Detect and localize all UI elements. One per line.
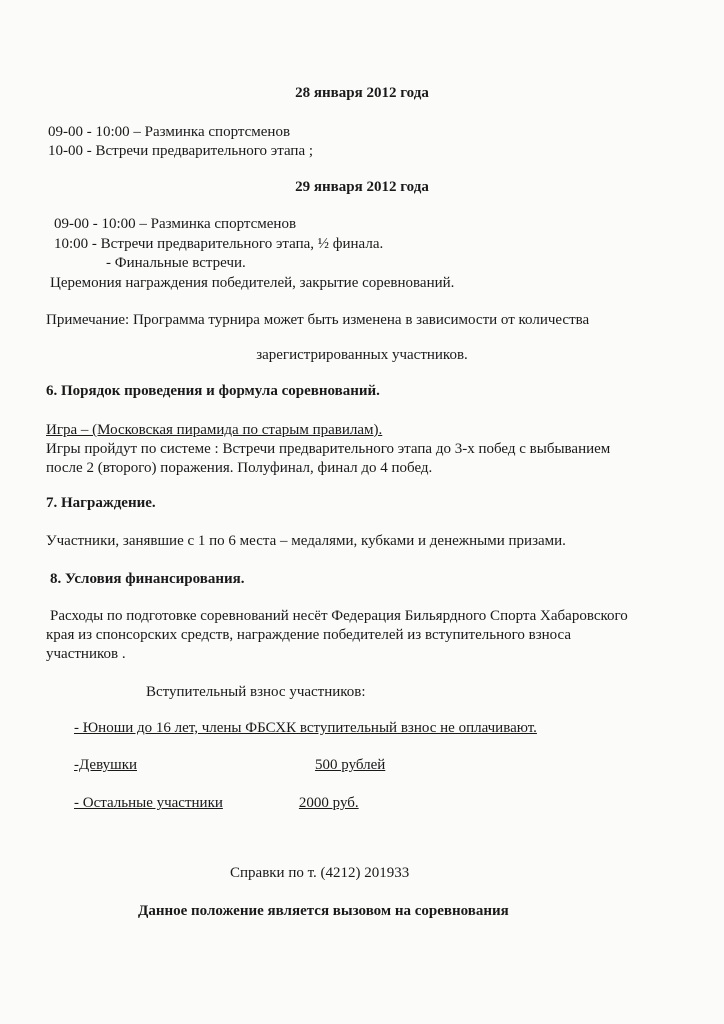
fee-girls-label: -Девушки bbox=[74, 757, 138, 773]
section8-line-3: участников . bbox=[46, 646, 126, 662]
section8-line-2: края из спонсорских средств, награждение победителей из вступительного взноса bbox=[46, 627, 572, 643]
section6-game: Игра – (Московская пирамида по старым правилам). bbox=[46, 422, 383, 438]
section7-text: Участники, занявшие с 1 по 6 места – медалями, кубками и денежными призами. bbox=[46, 533, 566, 549]
fee-youth: - Юноши до 16 лет, члены ФБСХК вступительный взнос не оплачивают. bbox=[74, 720, 537, 736]
day2-line-1: 09-00 - 10:00 – Разминка спортсменов bbox=[54, 216, 297, 232]
section6-line-1: Игры пройдут по системе : Встречи предварительного этапа до 3-х побед с выбыванием bbox=[46, 441, 611, 457]
fee-others-amount: 2000 руб. bbox=[298, 795, 359, 811]
fee-girls bbox=[74, 756, 385, 774]
fee-girls-amount: 500 рублей bbox=[315, 757, 386, 773]
contact-phone: Справки по т. (4212) 201933 bbox=[230, 865, 410, 881]
section6-line-2: после 2 (второго) поражения. Полуфинал, финал до 4 побед. bbox=[46, 460, 433, 476]
section8-title: 8. Условия финансирования. bbox=[50, 571, 245, 587]
fee-others bbox=[74, 794, 359, 812]
fee-others-label: - Остальные участники bbox=[74, 795, 223, 811]
note-line-1: Примечание: Программа турнира может быть изменена в зависимости от количества bbox=[46, 312, 590, 328]
closing-statement: Данное положение является вызовом на соревнования bbox=[138, 903, 509, 919]
day1-line-1: 09-00 - 10:00 – Разминка спортсменов bbox=[48, 124, 291, 140]
day2-line-4: Церемония награждения победителей, закрытие соревнований. bbox=[50, 275, 455, 291]
fee-heading: Вступительный взнос участников: bbox=[146, 684, 366, 700]
day2-line-2: 10:00 - Встречи предварительного этапа, ½ финала. bbox=[54, 236, 384, 252]
day1-line-2: 10-00 - Встречи предварительного этапа ; bbox=[48, 143, 314, 159]
day1-heading: 28 января 2012 года bbox=[295, 85, 429, 101]
note-line-2: зарегистрированных участников. bbox=[256, 347, 468, 363]
section8-line-1: Расходы по подготовке соревнований несёт Федерация Бильярдного Спорта Хабаровского bbox=[50, 608, 628, 624]
section7-title: 7. Награждение. bbox=[46, 495, 156, 511]
section6-title: 6. Порядок проведения и формула соревнований. bbox=[46, 383, 380, 399]
day2-heading: 29 января 2012 года bbox=[295, 179, 429, 195]
day2-line-3: - Финальные встречи. bbox=[106, 255, 246, 271]
